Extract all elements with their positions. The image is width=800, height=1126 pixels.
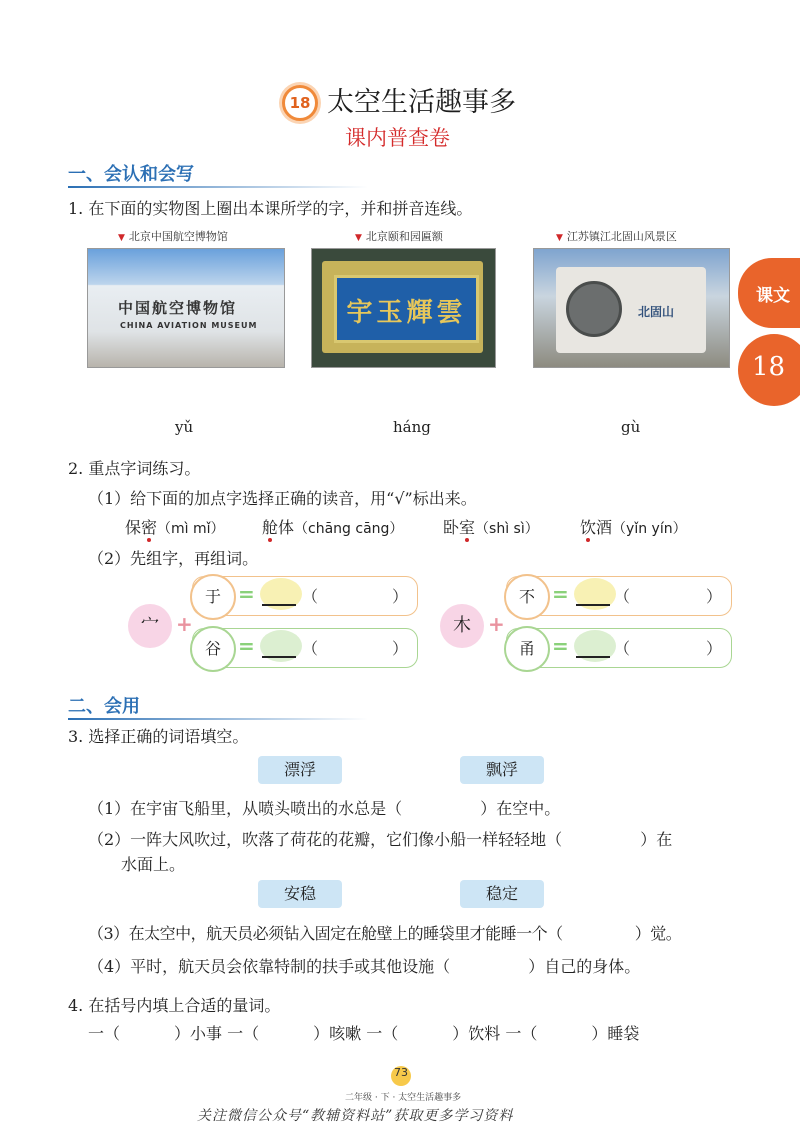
reading-item-2: 舱体（chāng cāng） (262, 518, 404, 537)
equals-icon: = (552, 582, 569, 606)
sentence-4: （4）平时，航天员会依靠特制的扶手或其他设施（ ）自己的身体。 (88, 957, 641, 976)
stone-seal-emblem (566, 281, 622, 337)
char-circle: 不 (504, 574, 550, 620)
paren-open: （ (302, 639, 319, 658)
side-tab-label: 课文 (756, 286, 790, 306)
plaque-text: 宇玉輝雲 (346, 298, 467, 328)
paren-open: （ (302, 587, 319, 606)
footer-breadcrumb: 二年级 · 下 · 太空生活趣事多 (345, 1093, 462, 1103)
plus-icon: + (176, 612, 193, 636)
side-tab-number: 18 (752, 352, 786, 382)
equals-icon: = (552, 634, 569, 658)
triangle-icon: ▼ (355, 233, 362, 243)
plaque-board (334, 275, 479, 343)
radical-circle: 木 (440, 604, 484, 648)
question-3-text: 3. 选择正确的词语填空。 (68, 727, 249, 746)
triangle-icon: ▼ (556, 233, 563, 243)
photo-summer-palace-plaque (311, 248, 496, 368)
section-divider (68, 186, 368, 188)
answer-line[interactable] (576, 656, 610, 658)
exam-subtitle: 课内普查卷 (345, 126, 450, 150)
measure-word-items: 一（ ）小事 一（ ）咳嗽 一（ ）饮料 一（ ）睡袋 (88, 1024, 640, 1043)
section-heading-2: 二、会用 (68, 696, 140, 717)
section-divider (68, 718, 368, 720)
question-1-text: 1. 在下面的实物图上圈出本课所学的字，并和拼音连线。 (68, 199, 473, 218)
word-choice-chip: 安稳 (258, 880, 342, 908)
radical-circle: 宀 (128, 604, 172, 648)
paren-close: ） (392, 639, 409, 658)
word-choice-chip: 漂浮 (258, 756, 342, 784)
sentence-2-cont: 水面上。 (121, 855, 186, 874)
question-4-text: 4. 在括号内填上合适的量词。 (68, 996, 281, 1015)
lesson-number-badge: 18 (282, 85, 318, 121)
answer-line[interactable] (576, 604, 610, 606)
sentence-3: （3）在太空中，航天员必须钻入固定在舱壁上的睡袋里才能睡一个（ ）觉。 (88, 924, 682, 943)
word-choice-chip: 飘浮 (460, 756, 544, 784)
question-2-sub1: （1）给下面的加点字选择正确的读音，用“√”标出来。 (88, 489, 477, 508)
question-2-text: 2. 重点字词练习。 (68, 459, 201, 478)
photo-caption-2: ▼ 北京颐和园匾额 (355, 230, 443, 243)
paren-open: （ (614, 639, 631, 658)
char-circle: 于 (190, 574, 236, 620)
answer-line[interactable] (262, 656, 296, 658)
reading-item-4: 饮酒（yǐn yín） (580, 518, 687, 537)
paren-open: （ (614, 587, 631, 606)
pinyin-hang: háng (393, 418, 431, 436)
plus-icon: + (488, 612, 505, 636)
paren-close: ） (706, 639, 723, 658)
triangle-icon: ▼ (118, 233, 125, 243)
photo-caption-1: ▼ 北京中国航空博物馆 (118, 230, 228, 243)
reading-item-3: 卧室（shì sì） (443, 518, 539, 537)
equals-icon: = (238, 582, 255, 606)
museum-sign-cn: 中国航空博物馆 (118, 299, 238, 317)
section-heading-1: 一、会认和会写 (68, 164, 194, 185)
sentence-1: （1）在宇宙飞船里，从喷头喷出的水总是（ ）在空中。 (88, 799, 561, 818)
paren-close: ） (392, 587, 409, 606)
museum-sign-en: CHINA AVIATION MUSEUM (120, 321, 258, 330)
word-choice-chip: 稳定 (460, 880, 544, 908)
reading-item-1: 保密（mì mǐ） (125, 518, 225, 537)
equals-icon: = (238, 634, 255, 658)
stone-inscription: 北固山 (638, 305, 675, 319)
pinyin-yu: yǔ (175, 418, 194, 436)
page-number: 73 (391, 1066, 411, 1086)
paren-close: ） (706, 587, 723, 606)
footer-notice: 关注微信公众号“教辅资料站”获取更多学习资料 (197, 1108, 514, 1124)
char-circle: 谷 (190, 626, 236, 672)
pinyin-gu: gù (621, 418, 641, 436)
question-2-sub2: （2）先组字，再组词。 (88, 549, 259, 568)
photo-beigushan-stone (533, 248, 730, 368)
sentence-2: （2）一阵大风吹过，吹落了荷花的花瓣，它们像小船一样轻轻地（ ）在 (88, 830, 673, 849)
photo-caption-3: ▼ 江苏镇江北固山风景区 (556, 230, 677, 243)
char-circle: 甬 (504, 626, 550, 672)
photo-aviation-museum (87, 248, 285, 368)
answer-line[interactable] (262, 604, 296, 606)
lesson-title: 太空生活趣事多 (327, 87, 516, 118)
